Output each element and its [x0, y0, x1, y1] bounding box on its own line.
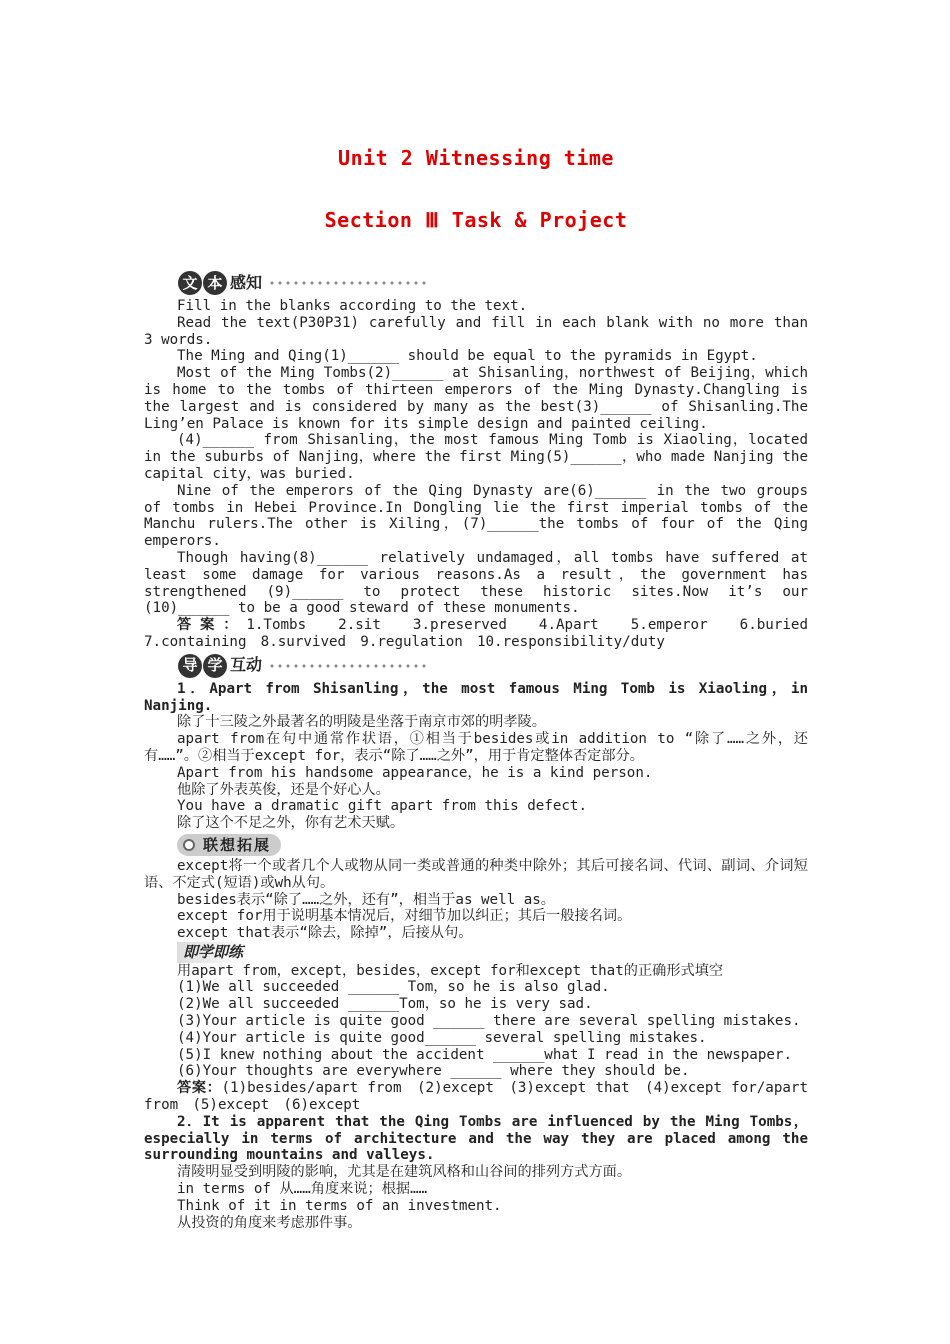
practice-question: (6)Your thoughts are everywhere ______ where they should be. — [177, 1063, 690, 1080]
practice-question: (4)Your article is quite good______ several spelling mistakes. — [177, 1029, 707, 1046]
section-title: Section Ⅲ Task & Project — [324, 208, 628, 232]
answer-line — [144, 617, 823, 651]
example-cn: 从投资的角度来考虑那件事。 — [177, 1214, 362, 1231]
extend-label: 联想拓展 — [177, 834, 281, 856]
extend-line: besides表示“除了……之外，还有”，相当于as well as。 — [177, 891, 555, 908]
item-heading-2: 2．It is apparent that the Qing Tombs are influenced by the Ming Tombs，especially in terms of architecture and the way they are placed among the surrounding mountains and valleys. — [144, 1113, 808, 1164]
practice-question: (1)We all succeeded ______ Tom，so he is also glad. — [177, 979, 610, 996]
practice-question: (3)Your article is quite good ______ there are several spelling mistakes. — [177, 1013, 801, 1030]
instruction-line: Read the text(P30P31) carefully and fill in each blank with no more than 3 words. — [144, 314, 808, 348]
banner-dots — [268, 279, 428, 287]
paragraph: (4)______ from Shisanling，the most famous Ming Tomb is Xiaoling，located in the suburbs of Nanjing，where the first Ming(5)______，who made Nanjing the capital city，was buried. — [144, 432, 808, 482]
bullet-icon — [183, 839, 195, 851]
example-en: You have a dramatic gift apart from this defect. — [177, 798, 587, 815]
content — [144, 268, 823, 1231]
answer-text: 1.Tombs 2.sit 3.preserved 4.Apart 5.emperor 6.buried 7.containing 8.survived 9.regulation 10.responsibility/duty — [144, 617, 823, 650]
paragraph: The Ming and Qing(1)______ should be equal to the pyramids in Egypt. — [177, 348, 758, 365]
example-en: Apart from his handsome appearance，he is a kind person. — [177, 764, 653, 781]
example-cn: 除了这个不足之外，你有艺术天赋。 — [177, 815, 405, 832]
unit-title: Unit 2 Witnessing time — [338, 146, 614, 170]
practice-answer — [144, 1080, 808, 1114]
example-en: Think of it in terms of an investment. — [177, 1197, 502, 1214]
banner-circle-2: 学 — [203, 654, 227, 678]
translation: 清陵明显受到明陵的影响，尤其是在建筑风格和山谷间的排列方式方面。 — [177, 1164, 632, 1181]
paragraph: Most of the Ming Tombs(2)______ at Shisanling，northwest of Beijing，which is home to the tombs of thirteen emperors of the Ming Dynasty.Changling is the largest and is considered by many as the best(3)______ of Shisanling.The Ling’en Palace is known for its simple design and painted ceiling. — [144, 365, 808, 432]
banner-text: 感知 — [230, 272, 263, 292]
paragraph: Nine of the emperors of the Qing Dynasty are(6)______ in the two groups of tombs in Hebei Province.In Dongling lie the first imperial tombs of the Manchu rulers.The other is Xiling，(7)______the tombs of four of the Qing emperors. — [144, 482, 808, 550]
practice-intro: 用apart from，except，besides，except for和except that的正确形式填空 — [177, 962, 724, 979]
answer-text: (1)besides/apart from (2)except (3)except that (4)except for/apart from (5)except (6)except — [144, 1080, 808, 1114]
answer-label: 答案： — [177, 617, 247, 634]
section-banner-text-perception — [178, 268, 808, 298]
banner-circle-1: 文 — [178, 271, 202, 295]
phrase: in terms of 从……角度来说；根据…… — [177, 1181, 428, 1198]
item-heading-1: 1．Apart from Shisanling，the most famous Ming Tomb is Xiaoling，in Nanjing. — [144, 680, 808, 714]
explanation: apart from在句中通常作状语，①相当于besides或in addition to “除了……之外，还有……”。②相当于except for，表示“除了……之外”，用于肯定整体否定部分。 — [144, 731, 808, 764]
answer-label: 答案： — [177, 1080, 222, 1097]
extend-line: except将一个或者几个人或物从同一类或普通的种类中除外；其后可接名词、代词、副词、介词短语、不定式(短语)或wh从句。 — [144, 857, 808, 891]
banner-circle-2: 本 — [203, 271, 227, 295]
example-cn: 他除了外表英俊，还是个好心人。 — [177, 781, 390, 798]
extend-line: except for用于说明基本情况后，对细节加以纠正；其后一般接名词。 — [177, 908, 632, 925]
paragraph: Though having(8)______ relatively undamaged，all tombs have suffered at least some damage for various reasons.As a result，the government has strengthened (9)______ to protect these historic sites.Now it’s our (10)______ to be a good steward of these monuments. — [144, 549, 808, 617]
section-banner-guided-interaction — [178, 651, 808, 681]
practice-question: (5)I knew nothing about the accident ______what I read in the newspaper. — [177, 1046, 792, 1063]
practice-label: 即学即练 — [177, 942, 249, 963]
practice-question: (2)We all succeeded ______Tom，so he is very sad. — [177, 996, 593, 1013]
banner-circle-1: 导 — [178, 654, 202, 678]
extend-line: except that表示“除去，除掉”，后接从句。 — [177, 925, 473, 942]
translation: 除了十三陵之外最著名的明陵是坐落于南京市郊的明孝陵。 — [177, 714, 546, 731]
banner-text: 互动 — [230, 655, 263, 675]
banner-dots — [268, 662, 428, 670]
instruction-line: Fill in the blanks according to the text. — [177, 298, 528, 314]
